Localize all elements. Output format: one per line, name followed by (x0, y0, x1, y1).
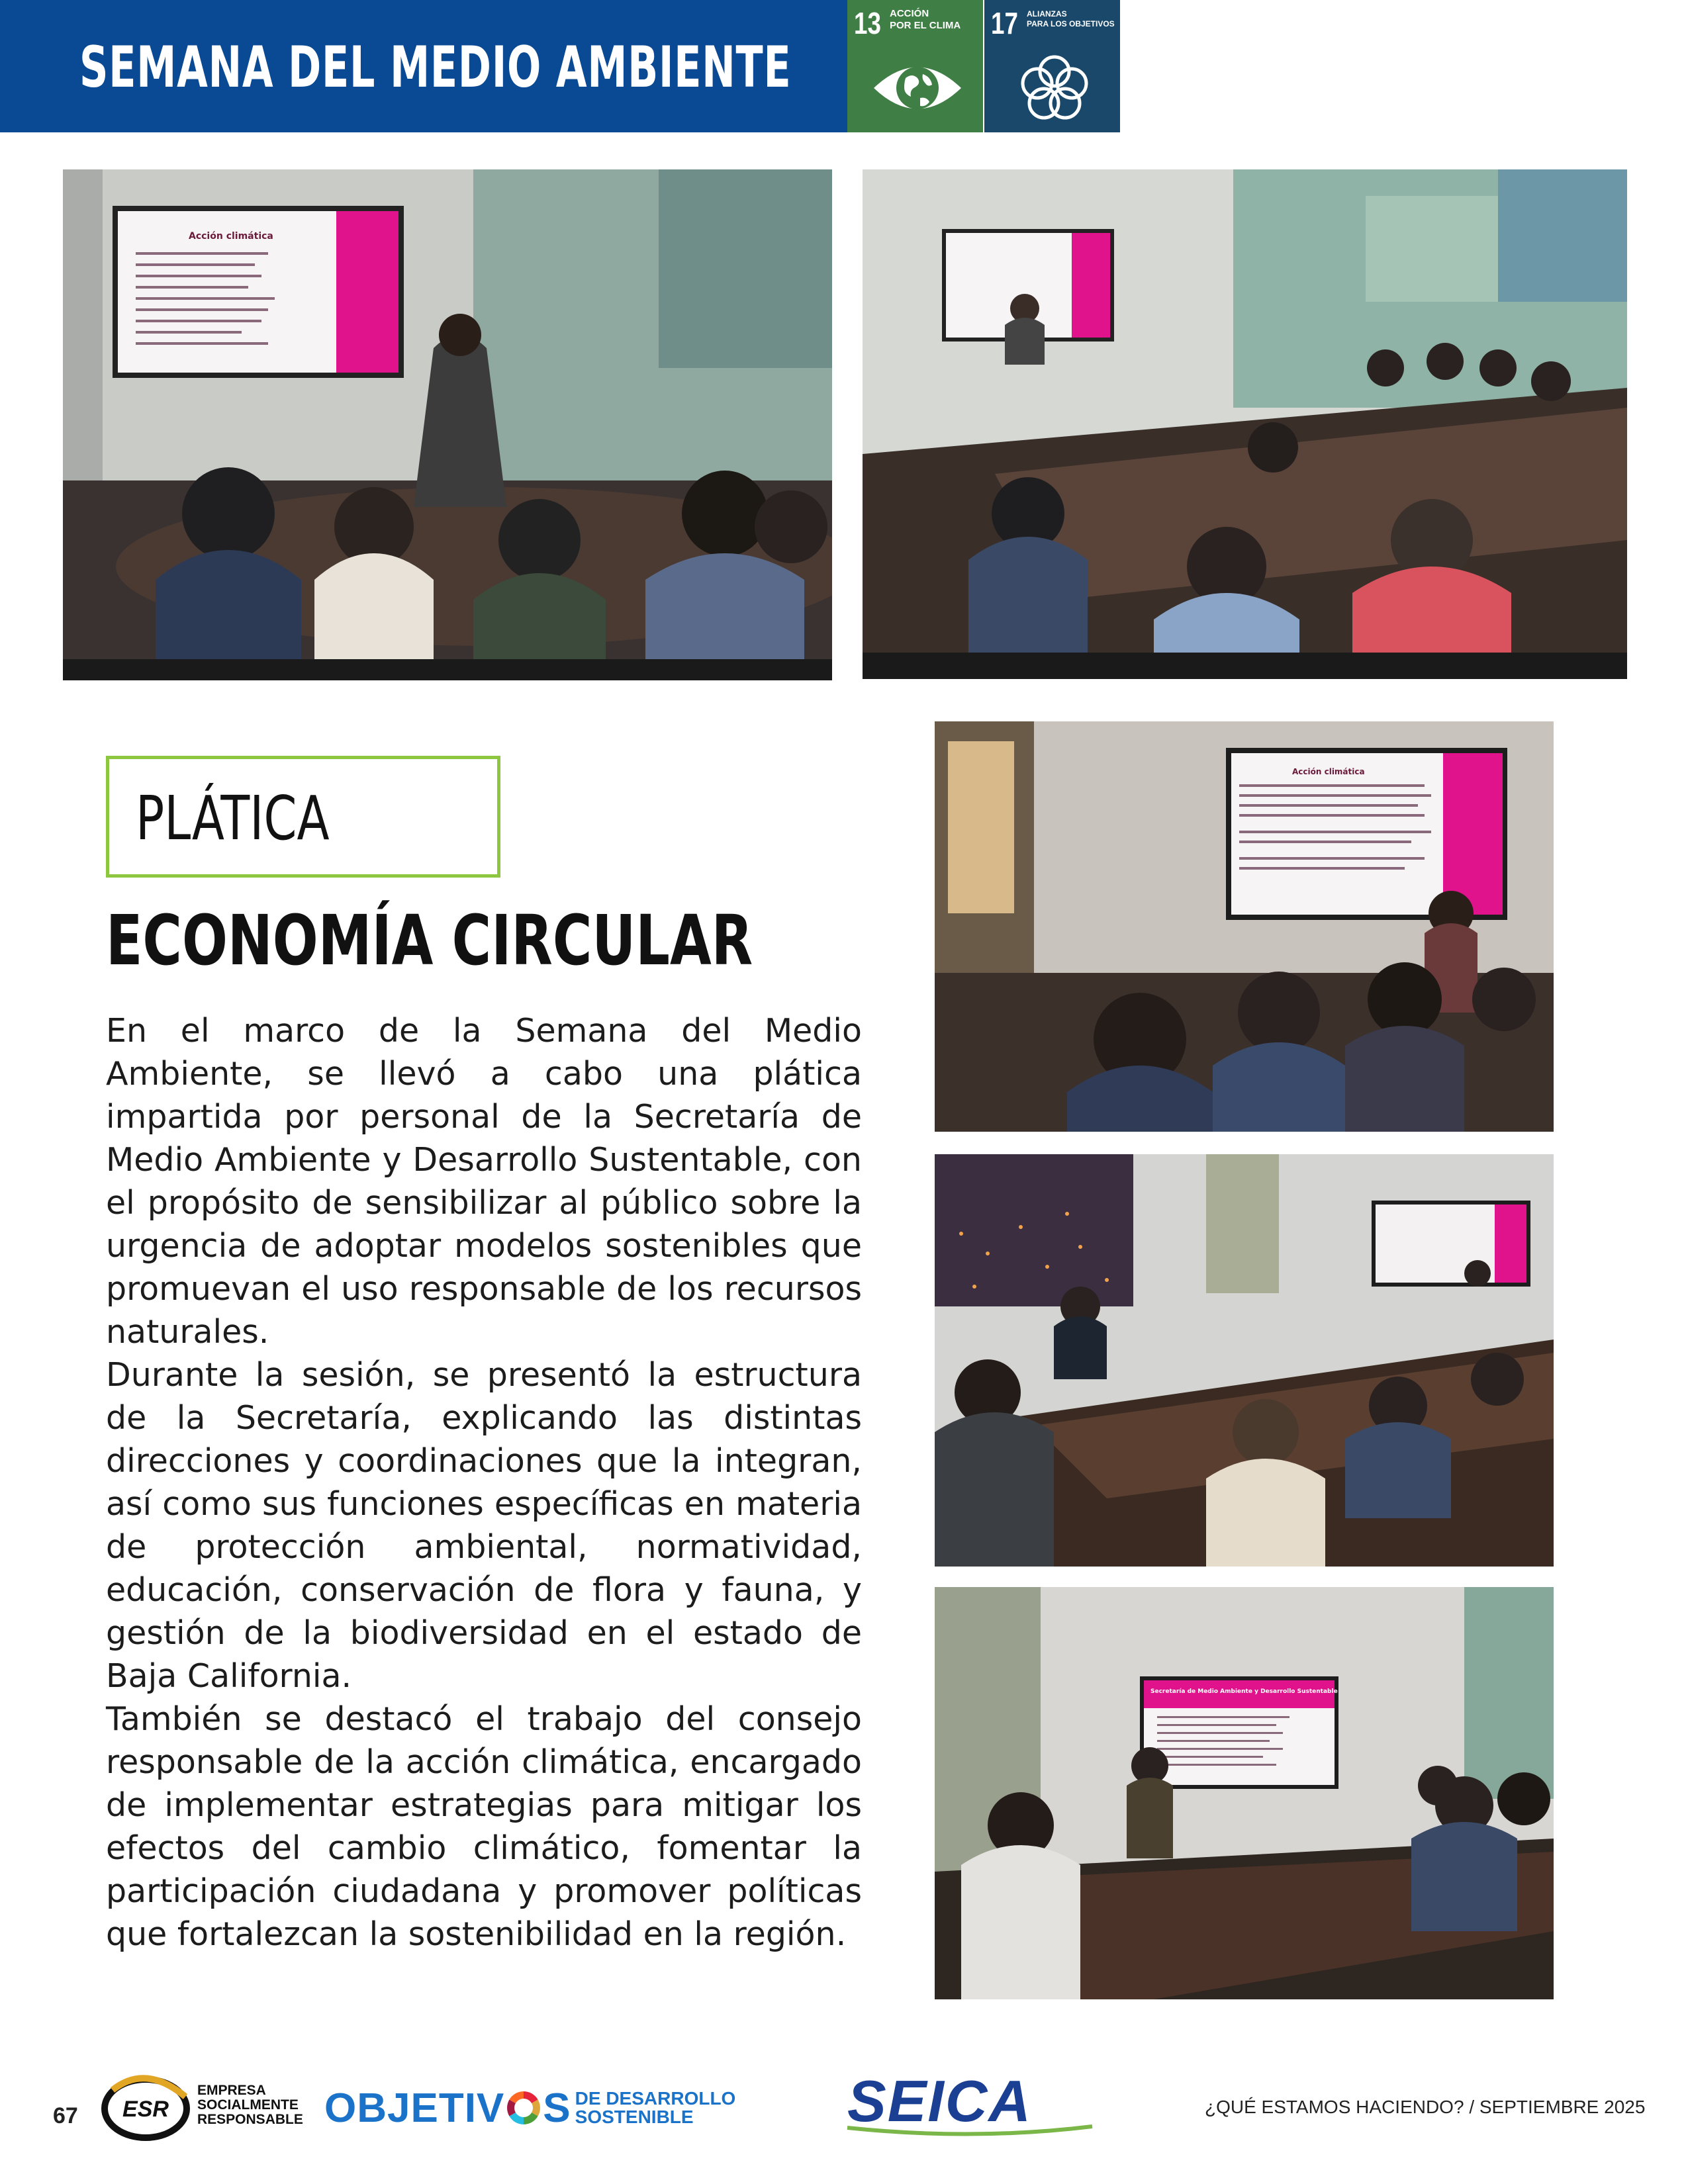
brand-name: SEICA (847, 2075, 1032, 2134)
page-title: SEMANA DEL MEDIO AMBIENTE (79, 34, 792, 101)
esr-logo (99, 2070, 192, 2143)
section-label-box (106, 756, 500, 878)
ods-main-text: S (543, 2085, 571, 2131)
eye-globe-icon (871, 52, 964, 124)
ods-main-text: OBJETIV (324, 2085, 505, 2131)
issue-label: ¿QUÉ ESTAMOS HACIENDO? / SEPTIEMBRE 2025 (1205, 2097, 1646, 2117)
body-paragraph: También se destacó el trabajo del consejo responsable de la acción climática, encargado de implementar estrategias para mitigar los efectos del cambio climático, fomentar la participación ciudadana y promover políticas que fortalezcan la sostenibilidad en la región. (106, 1700, 862, 1953)
esr-text: EMPRESA SOCIALMENTE RESPONSABLE (197, 2083, 303, 2127)
sdg-label: ACCIÓN POR EL CLIMA (890, 8, 961, 31)
slide-title: Acción climática (1292, 767, 1365, 776)
photo-conference-city-view (935, 1154, 1554, 1567)
flower-rings-icon (1008, 52, 1101, 124)
sdg-13-badge (847, 0, 983, 132)
section-label: PLÁTICA (136, 783, 330, 854)
section-heading: ECONOMÍA CIRCULAR (106, 900, 753, 981)
sdg-label: ALIANZAS PARA LOS OBJETIVOS (1027, 9, 1115, 28)
sdg-number: 13 (854, 6, 881, 40)
page-number: 67 (53, 2103, 78, 2128)
photo-conference-presenter-left (63, 169, 832, 680)
body-paragraph: Durante la sesión, se presentó la estructura de la Secretaría, explicando las distintas direcciones y coordinaciones que la integran, así como sus funciones específicas en materia de protección ambiental, normatividad, educación, conservación de flora y fauna, y gestión de la biodiversidad en el estado de Baja California. (106, 1356, 862, 1695)
sdg-wheel-icon (506, 2090, 541, 2126)
sdg-17-badge (984, 0, 1120, 132)
photo-presenter-pointing-slide (935, 721, 1554, 1132)
body-paragraph: En el marco de la Semana del Medio Ambiente, se llevó a cabo una plática impartida por personal de la Secretaría de Medio Ambiente y Desarrollo Sustentable, con el propósito de sensibilizar al público sobre la urgencia de adoptar modelos sostenibles que promuevan el uso responsable de los recursos naturales. (106, 1012, 862, 1351)
ods-logo (324, 2085, 735, 2131)
ods-sub-text: DE DESARROLLO SOSTENIBLE (575, 2088, 736, 2127)
esr-mark: ESR (122, 2097, 169, 2122)
header-band (0, 0, 847, 132)
sdg-number: 17 (991, 6, 1018, 40)
photo-presenter-secretaria-slide (935, 1587, 1554, 1999)
seica-logo (841, 2075, 1119, 2141)
slide-title: Secretaría de Medio Ambiente y Desarrollo Sustentable (1150, 1688, 1338, 1695)
photo-conference-room-wide (863, 169, 1627, 679)
slide-title: Acción climática (189, 231, 273, 242)
